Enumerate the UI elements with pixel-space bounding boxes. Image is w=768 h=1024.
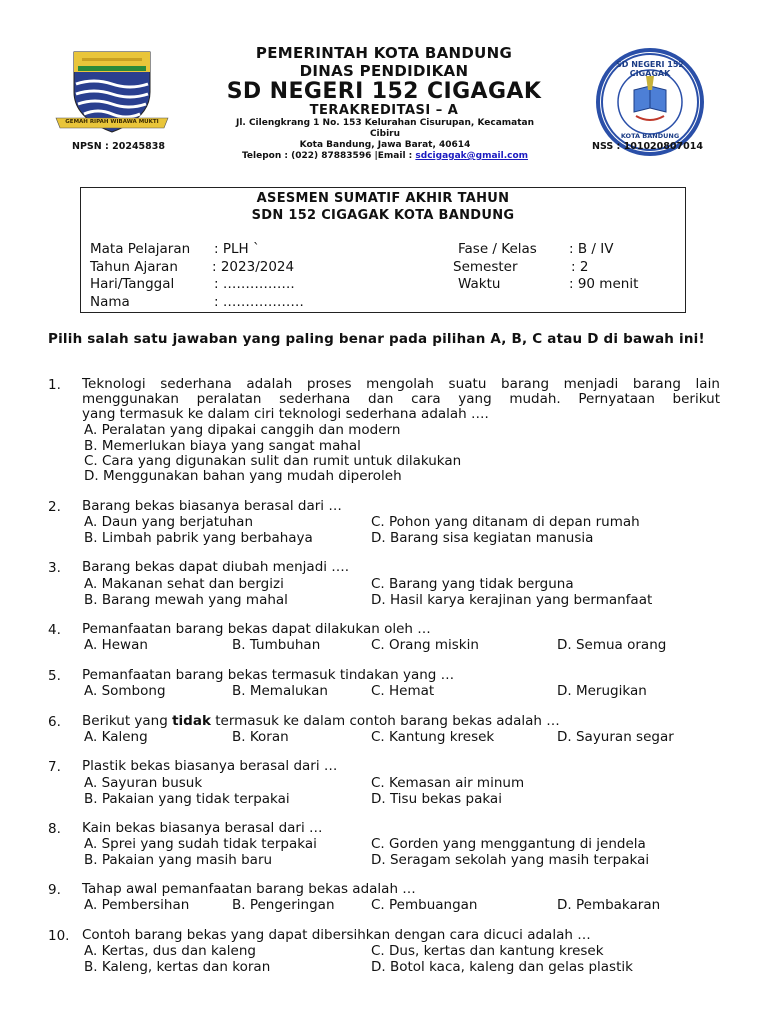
address-line-3: Kota Bandung, Jawa Barat, 40614 bbox=[299, 140, 471, 150]
name-value[interactable]: : ……………… bbox=[214, 294, 304, 310]
school-address bbox=[215, 118, 555, 162]
question-number: 2. bbox=[48, 499, 61, 515]
phase-class-label: Fase / Kelas bbox=[458, 241, 537, 257]
nss: NSS : 101020807014 bbox=[592, 141, 703, 152]
answer-option[interactable]: A. Hewan bbox=[84, 637, 148, 653]
question-text: Pemanfaatan barang bekas dapat dilakukan oleh … bbox=[82, 621, 431, 637]
year-label: Tahun Ajaran bbox=[90, 259, 178, 275]
answer-option[interactable]: B. Memerlukan biaya yang sangat mahal bbox=[84, 438, 361, 454]
answer-option[interactable]: C. Dus, kertas dan kantung kresek bbox=[371, 943, 604, 959]
answer-option[interactable]: B. Pakaian yang masih baru bbox=[84, 852, 273, 868]
question-text: Kain bekas biasanya berasal dari … bbox=[82, 820, 323, 836]
answer-option[interactable]: C. Kantung kresek bbox=[371, 729, 495, 745]
npsn: NPSN : 20245838 bbox=[72, 141, 166, 152]
question-text: Contoh barang bekas yang dapat dibersihkan dengan cara dicuci adalah … bbox=[82, 927, 591, 943]
answer-option[interactable]: C. Barang yang tidak berguna bbox=[371, 576, 574, 592]
phase-class-value: : B / IV bbox=[569, 241, 614, 257]
answer-option[interactable]: A. Peralatan yang dipakai canggih dan modern bbox=[84, 422, 401, 438]
government-heading: PEMERINTAH KOTA BANDUNG bbox=[255, 44, 513, 62]
semester-value: : 2 bbox=[571, 259, 589, 275]
question-number: 6. bbox=[48, 714, 61, 730]
question-number: 9. bbox=[48, 882, 61, 898]
semester-label: Semester bbox=[453, 259, 518, 275]
answer-option[interactable]: C. Hemat bbox=[371, 683, 435, 699]
instruction-text: Pilih salah satu jawaban yang paling benar pada pilihan A, B, C atau D di bawah ini! bbox=[48, 331, 705, 347]
answer-option[interactable]: D. Hasil karya kerajinan yang bermanfaat bbox=[371, 592, 653, 608]
question-text: Tahap awal pemanfaatan barang bekas adalah … bbox=[82, 881, 416, 897]
address-line-1: Jl. Cilengkrang 1 No. 153 Kelurahan Cisurupan, Kecamatan bbox=[235, 118, 535, 128]
answer-option[interactable]: C. Orang miskin bbox=[371, 637, 479, 653]
date-value[interactable]: : ……………. bbox=[214, 276, 295, 292]
answer-option[interactable]: D. Merugikan bbox=[557, 683, 647, 699]
contact-line bbox=[215, 151, 555, 162]
school-name-heading: SD NEGERI 152 CIGAGAK bbox=[226, 79, 542, 104]
answer-option[interactable]: B. Memalukan bbox=[232, 683, 328, 699]
answer-option[interactable]: C. Gorden yang menggantung di jendela bbox=[371, 836, 646, 852]
answer-option[interactable]: D. Menggunakan bahan yang mudah diperoleh bbox=[84, 468, 402, 484]
question-number: 7. bbox=[48, 759, 61, 775]
school-logo-top-text: SD NEGERI 152 CIGAGAK bbox=[616, 60, 684, 78]
question-number: 4. bbox=[48, 622, 61, 638]
department-heading: DINAS PENDIDIKAN bbox=[299, 62, 469, 80]
question-line: yang termasuk ke dalam ciri teknologi sederhana adalah …. bbox=[82, 406, 489, 422]
answer-option[interactable]: D. Semua orang bbox=[557, 637, 667, 653]
answer-option[interactable]: A. Kaleng bbox=[84, 729, 148, 745]
question-line: menggunakan peralatan sederhana dan cara yang mudah. Pernyataan berikut bbox=[82, 391, 720, 407]
question-text-end: termasuk ke dalam contoh barang bekas adalah … bbox=[210, 713, 560, 729]
answer-option[interactable]: A. Sprei yang sudah tidak terpakai bbox=[84, 836, 317, 852]
question-text bbox=[82, 714, 560, 729]
emblem-motto: GEMAH RIPAH WIBAWA MUKTI bbox=[65, 119, 159, 125]
address-line-2: Cibiru bbox=[369, 129, 401, 139]
answer-option[interactable]: D. Seragam sekolah yang masih terpakai bbox=[371, 852, 650, 868]
answer-option[interactable]: D. Barang sisa kegiatan manusia bbox=[371, 530, 594, 546]
answer-option[interactable]: D. Botol kaca, kaleng dan gelas plastik bbox=[371, 959, 633, 975]
answer-option[interactable]: C. Cara yang digunakan sulit dan rumit untuk dilakukan bbox=[84, 453, 462, 469]
question-text-start: Berikut yang bbox=[82, 713, 173, 729]
answer-option[interactable]: A. Kertas, dus dan kaleng bbox=[84, 943, 256, 959]
emphasis-word: tidak bbox=[172, 713, 211, 729]
question-text: Plastik bekas biasanya berasal dari … bbox=[82, 758, 338, 774]
question-text: Barang bekas biasanya berasal dari … bbox=[82, 498, 342, 514]
subject-value: : PLH ` bbox=[214, 241, 260, 257]
answer-option[interactable]: C. Pohon yang ditanam di depan rumah bbox=[371, 514, 640, 530]
name-label[interactable]: Nama bbox=[90, 294, 130, 310]
date-label[interactable]: Hari/Tanggal bbox=[90, 276, 175, 292]
answer-option[interactable]: A. Sayuran busuk bbox=[84, 775, 203, 791]
year-value: : 2023/2024 bbox=[212, 259, 295, 275]
phone-label: Telepon : (022) 87883596 |Email : bbox=[241, 151, 416, 161]
time-value: : 90 menit bbox=[569, 276, 639, 292]
question-number: 10. bbox=[48, 928, 70, 944]
accreditation: TERAKREDITASI – A bbox=[309, 103, 459, 118]
school-logo-bottom-text: KOTA BANDUNG bbox=[620, 132, 680, 140]
question-text: Barang bekas dapat diubah menjadi …. bbox=[82, 559, 350, 575]
answer-option[interactable]: C. Pembuangan bbox=[371, 897, 478, 913]
answer-option[interactable]: A. Daun yang berjatuhan bbox=[84, 514, 254, 530]
answer-option[interactable]: D. Sayuran segar bbox=[557, 729, 674, 745]
email-link[interactable]: sdcigagak@gmail.com bbox=[415, 151, 529, 161]
answer-option[interactable]: B. Koran bbox=[232, 729, 289, 745]
subject-label: Mata Pelajaran bbox=[90, 241, 191, 257]
time-label: Waktu bbox=[458, 276, 501, 292]
answer-option[interactable]: B. Kaleng, kertas dan koran bbox=[84, 959, 271, 975]
exam-info-box bbox=[80, 187, 686, 313]
question-number: 8. bbox=[48, 821, 61, 837]
answer-option[interactable]: A. Sombong bbox=[84, 683, 166, 699]
answer-option[interactable]: B. Pengeringan bbox=[232, 897, 335, 913]
answer-option[interactable]: B. Limbah pabrik yang berbahaya bbox=[84, 530, 313, 546]
question-number: 3. bbox=[48, 560, 61, 576]
answer-option[interactable]: D. Pembakaran bbox=[557, 897, 661, 913]
question-text bbox=[82, 377, 720, 422]
exam-school: SDN 152 CIGAGAK KOTA BANDUNG bbox=[251, 208, 515, 223]
question-number: 5. bbox=[48, 668, 61, 684]
answer-option[interactable]: B. Tumbuhan bbox=[232, 637, 321, 653]
answer-option[interactable]: C. Kemasan air minum bbox=[371, 775, 525, 791]
question-line: Teknologi sederhana adalah proses mengolah suatu barang menjadi barang lain bbox=[82, 376, 720, 392]
answer-option[interactable]: A. Pembersihan bbox=[84, 897, 190, 913]
answer-option[interactable]: A. Makanan sehat dan bergizi bbox=[84, 576, 284, 592]
question-text: Pemanfaatan barang bekas termasuk tindakan yang … bbox=[82, 667, 455, 683]
question-number: 1. bbox=[48, 377, 61, 393]
answer-option[interactable]: B. Pakaian yang tidak terpakai bbox=[84, 791, 290, 807]
answer-option[interactable]: B. Barang mewah yang mahal bbox=[84, 592, 288, 608]
answer-option[interactable]: D. Tisu bekas pakai bbox=[371, 791, 502, 807]
exam-title: ASESMEN SUMATIF AKHIR TAHUN bbox=[256, 191, 510, 206]
